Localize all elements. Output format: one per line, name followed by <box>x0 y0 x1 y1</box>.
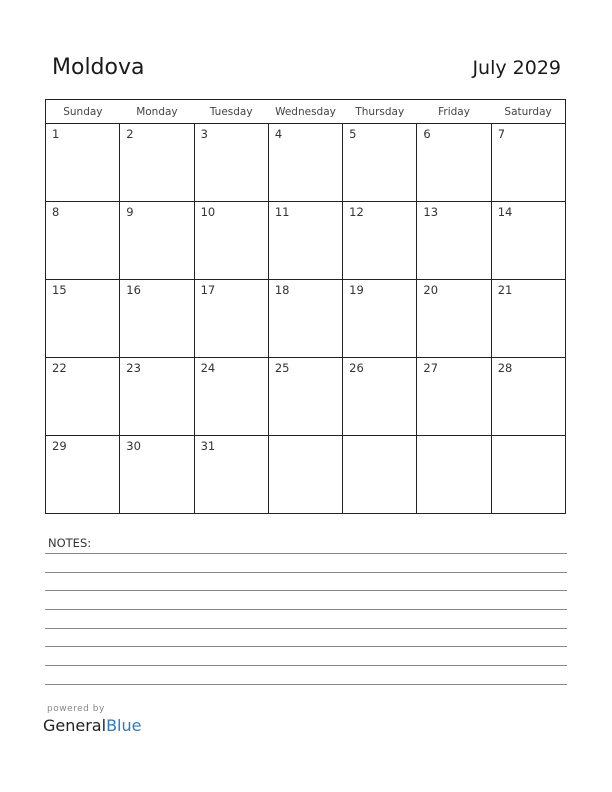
day-number: 22 <box>52 361 67 375</box>
day-cell <box>46 124 120 202</box>
note-line <box>45 553 567 554</box>
weekday-tuesday: Tuesday <box>194 100 268 124</box>
day-cell <box>268 358 342 436</box>
weekday-friday: Friday <box>417 100 491 124</box>
day-number: 3 <box>200 127 208 141</box>
day-cell <box>343 202 417 280</box>
day-cell <box>194 358 268 436</box>
note-line <box>45 590 567 591</box>
day-cell <box>268 202 342 280</box>
day-number: 25 <box>274 361 290 375</box>
week-row <box>46 436 566 514</box>
day-cell <box>120 280 194 358</box>
brand-logo <box>43 716 141 735</box>
day-cell <box>120 202 194 280</box>
day-number: 9 <box>126 205 134 219</box>
week-row <box>46 124 566 202</box>
day-number: 27 <box>423 361 439 375</box>
day-number: 20 <box>423 283 439 297</box>
day-number: 18 <box>274 283 290 297</box>
weekday-saturday: Saturday <box>491 100 565 124</box>
day-number: 17 <box>200 283 216 297</box>
day-number: 13 <box>423 205 439 219</box>
day-cell <box>491 358 565 436</box>
day-number: 4 <box>274 127 283 141</box>
day-number: 23 <box>126 361 141 375</box>
powered-by-text: powered by <box>47 704 105 714</box>
day-number: 21 <box>497 283 513 297</box>
day-cell <box>491 202 565 280</box>
note-line <box>45 572 567 573</box>
note-line <box>45 665 567 666</box>
day-cell <box>120 436 194 514</box>
day-cell <box>343 124 417 202</box>
day-cell <box>120 358 194 436</box>
note-line <box>45 628 567 629</box>
day-number <box>492 436 565 439</box>
day-cell <box>194 124 268 202</box>
day-number: 7 <box>497 127 506 141</box>
day-number: 12 <box>349 205 364 219</box>
day-cell <box>417 436 491 514</box>
day-cell <box>417 280 491 358</box>
day-number: 30 <box>126 439 141 453</box>
day-number <box>343 436 416 439</box>
day-number: 6 <box>423 127 431 141</box>
day-number: 14 <box>497 205 513 219</box>
day-cell <box>343 358 417 436</box>
day-number: 16 <box>126 283 141 297</box>
day-cell <box>268 124 342 202</box>
day-cell <box>491 436 565 514</box>
weekday-wednesday: Wednesday <box>268 100 342 124</box>
brand-blue: Blue <box>106 716 142 735</box>
notes-label: NOTES: <box>48 536 92 550</box>
day-cell <box>343 436 417 514</box>
day-number: 5 <box>349 127 357 141</box>
day-number <box>269 436 342 439</box>
day-cell <box>194 202 268 280</box>
day-cell <box>268 280 342 358</box>
day-cell <box>194 280 268 358</box>
day-number: 11 <box>274 205 290 219</box>
day-number <box>417 436 490 439</box>
day-cell <box>194 436 268 514</box>
note-line <box>45 646 567 647</box>
day-cell <box>491 280 565 358</box>
day-number: 10 <box>200 205 216 219</box>
day-number: 29 <box>52 439 67 453</box>
day-number: 15 <box>52 283 67 297</box>
day-cell <box>417 358 491 436</box>
day-cell <box>343 280 417 358</box>
day-number: 19 <box>349 283 364 297</box>
day-number: 2 <box>126 127 134 141</box>
week-row <box>46 358 566 436</box>
weekday-monday: Monday <box>120 100 194 124</box>
note-line <box>45 609 567 610</box>
day-cell <box>46 436 120 514</box>
brand-general: General <box>43 716 107 735</box>
weekday-thursday: Thursday <box>343 100 417 124</box>
note-line <box>45 684 567 685</box>
day-number: 31 <box>200 439 216 453</box>
month-year-title: July 2029 <box>472 57 561 79</box>
day-cell <box>491 124 565 202</box>
day-cell <box>46 280 120 358</box>
day-number: 1 <box>52 127 60 141</box>
day-cell <box>46 358 120 436</box>
day-cell <box>417 124 491 202</box>
day-cell <box>268 436 342 514</box>
day-cell <box>120 124 194 202</box>
week-row <box>46 280 566 358</box>
week-row <box>46 202 566 280</box>
day-cell <box>417 202 491 280</box>
weekday-header-row <box>46 100 566 124</box>
day-cell <box>46 202 120 280</box>
country-title: Moldova <box>52 55 145 80</box>
day-number: 26 <box>349 361 364 375</box>
calendar-grid <box>45 99 566 514</box>
weekday-sunday: Sunday <box>46 100 120 124</box>
day-number: 8 <box>52 205 60 219</box>
day-number: 24 <box>200 361 216 375</box>
day-number: 28 <box>497 361 513 375</box>
